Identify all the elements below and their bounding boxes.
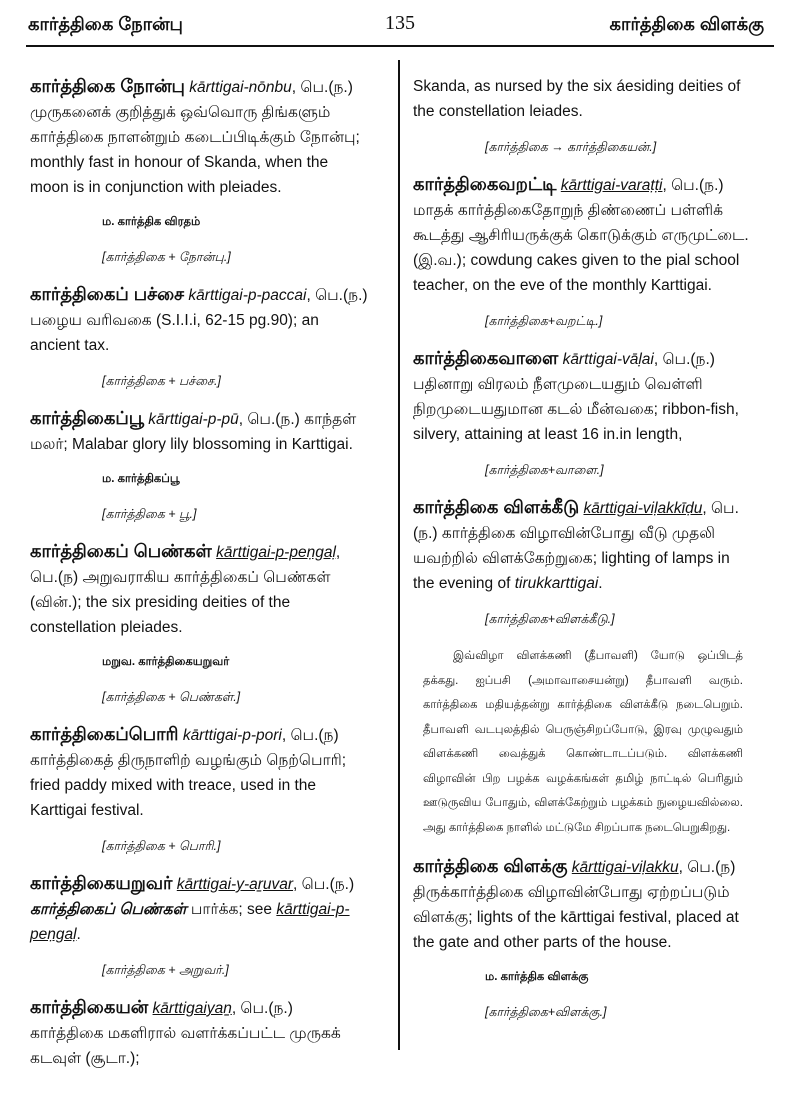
etymology: [கார்த்திகை → கார்த்திகையன்.] [485,140,657,154]
etymology: [கார்த்திகை+வாளை.] [485,463,604,477]
headword: கார்த்திகை விளக்கீடு [413,497,580,517]
transliteration: tirukkarttigai [514,575,599,592]
dictionary-entry [30,406,370,457]
transliteration: kārttigai-nōnbu [189,79,292,96]
headword: கார்த்திகைவறட்டி [413,174,557,194]
dictionary-entry [30,871,370,947]
header-left-guideword: கார்த்திகை நோன்பு [28,14,183,34]
etymology: [கார்த்திகை+விளக்கு.] [485,1005,607,1019]
headword: கார்த்திகைப்பொரி [30,724,179,744]
definition: , பெ.(ந.) மாதக் கார்த்திகைதோறுந் திண்ணைப் பள்ளிக் கூடத்து ஆசிரியருக்குக் கொடுக்கும் எருமுட்டை. (இ.வ.); cowdung cakes given to the pial school teacher, on the eve of the monthly Karttigai. [413,177,749,294]
left-column [30,74,370,1087]
definition: , பெ.(ந.) கார்த்திகை மகளிரால் வளர்க்கப்பட்ட முருகக் கடவுள் (சூடா.); [30,1000,341,1067]
headword: கார்த்திகையறுவர் [30,873,173,893]
definition: , பெ.(ந.) பழைய வரிவகை (S.I.I.i, 62-15 pg.90); an ancient tax. [30,287,368,354]
explanatory-note: இவ்விழா விளக்கணி (தீபாவளி) யோடு ஒப்பிடத் தக்கது. ஐப்பசி (அமாவாசையன்று) தீபாவளி வரும். கார்த்திகை மதியத்தன்று கார்த்திகை விளக்கீடு நடைபெறும். தீபாவளி வடபுலத்தில் பெருஞ்சிறப்போடு, இரவு முழுவதும் விளக்கணி வைத்துக் கொண்டாடப்படும். விளக்கணி விழாவின் பிற பழக்க வழக்கங்கள் தமிழ் நாட்டில் பெரிதும் ஊடுருவிய போதும், விளக்கேற்றும் பழக்கம் நுழையவில்லை. அது கார்த்திகை நாளில் மட்டுமே சிறப்பாக நடைபெறுகிறது. [423,650,743,834]
transliteration: kārttigai-vāḷai [562,351,654,368]
definition-end: . [598,575,603,592]
headword: கார்த்திகைப்பூ [30,408,144,428]
transliteration: kārttigaiyaṉ [152,1000,232,1017]
transliteration: kārttigai-p-paccai [188,287,307,304]
dictionary-entry [413,495,751,596]
dictionary-entry [413,346,751,447]
definition: , பெ.(ந.) முருகனைக் குறித்துக் ஒவ்வொரு திங்களும் கார்த்திகை நாளன்றும் கடைப்பிடிக்கும் நோன்பு; monthly fast in honour of Skanda, when the moon is in conjunction with pleiades. [30,79,360,196]
dictionary-entry [30,539,370,640]
transliteration: kārttigai-varaṭṭi [560,177,663,194]
transliteration: kārttigai-p-peṇgaḷ [216,544,336,561]
definition-end: . [76,926,81,943]
headword: கார்த்திகைப் பெண்கள் [30,541,212,561]
dictionary-entry [30,282,370,358]
definition-part: பார்க்க; see [186,901,277,918]
etymology: [கார்த்திகை + பூ.] [102,507,197,521]
header-rule [26,45,774,47]
page-number: 135 [385,12,415,34]
cross-reference-translit: kārttigai-p-peṇgaḷ [30,901,350,943]
transliteration: kārttigai-p-pori [182,727,282,744]
transliteration: kārttigai-p-pū [148,411,239,428]
etymology: [கார்த்திகை + பெண்கள்.] [102,690,241,704]
definition: , பெ.(ந.) பதினாறு விரலம் நீளமுடையதும் வெள்ளி நிறமுடையதுமான கடல் மீன்வகை; ribbon-fish, silvery, attaining at least 16 in.in length, [413,351,739,443]
etymology: [கார்த்திகை + பச்சை.] [102,374,221,388]
dictionary-entry [413,172,751,298]
definition: , பெ.(ந) அறுவராகிய கார்த்திகைப் பெண்கள் (வின்.); the six presiding deities of the constellation pleiades. [30,544,341,636]
dictionary-entry [413,854,751,955]
cognate-line: ம. கார்த்திகப்பூ [102,473,180,485]
etymology: [கார்த்திகை+வறட்டி.] [485,314,603,328]
definition: , பெ.(ந) கார்த்திகைத் திருநாளிற் வழங்கும் நெற்பொரி; fried paddy mixed with treace, used in the Karttigai festival. [30,727,347,819]
headword: கார்த்திகை நோன்பு [30,76,185,96]
dictionary-entry [30,995,370,1071]
transliteration: kārttigai-y-aṟuvar [176,876,294,893]
cognate-line: மறுவ. கார்த்திகையறுவர் [102,656,230,668]
cognate-line: ம. கார்த்திக விளக்கு [485,971,589,983]
definition: , பெ.(ந) திருக்கார்த்திகை விழாவின்போது ஏற்றப்படும் விளக்கு; lights of the kārttigai festival, placed at the gate and other parts of the house. [413,859,739,951]
entry-continuation: Skanda, as nursed by the six áesiding deities of the constellation leiades. [413,78,741,120]
etymology: [கார்த்திகை + அறுவர்.] [102,963,229,977]
dictionary-entry [30,74,370,200]
headword: கார்த்திகைவாளை [413,348,559,368]
right-column [413,74,751,1037]
transliteration: kārttigai-viḷakkīḍu [583,500,703,517]
cross-reference: கார்த்திகைப் பெண்கள் [30,901,187,918]
headword: கார்த்திகையன் [30,997,149,1017]
etymology: [கார்த்திகை+விளக்கீடு.] [485,612,615,626]
page-header [0,0,800,48]
definition-part: , பெ.(ந.) [293,876,355,893]
definition: , பெ.(ந.) காந்தள் மலர்; Malabar glory lily blossoming in Karttigai. [30,411,357,453]
etymology: [கார்த்திகை + நோன்பு.] [102,250,231,264]
headword: கார்த்திகை விளக்கு [413,856,568,876]
cognate-line: ம. கார்த்திக விரதம் [102,216,201,228]
transliteration: kārttigai-viḷakku [571,859,679,876]
header-right-guideword: கார்த்திகை விளக்கு [609,14,764,34]
dictionary-entry [30,722,370,823]
definition: , பெ.(ந.) கார்த்திகை விழாவின்போது வீடு முதலி யவற்றில் விளக்கேற்றுகை; lighting of lamps in the evening of [413,500,739,592]
etymology: [கார்த்திகை + பொரி.] [102,839,221,853]
headword: கார்த்திகைப் பச்சை [30,284,185,304]
column-divider [398,60,400,1050]
